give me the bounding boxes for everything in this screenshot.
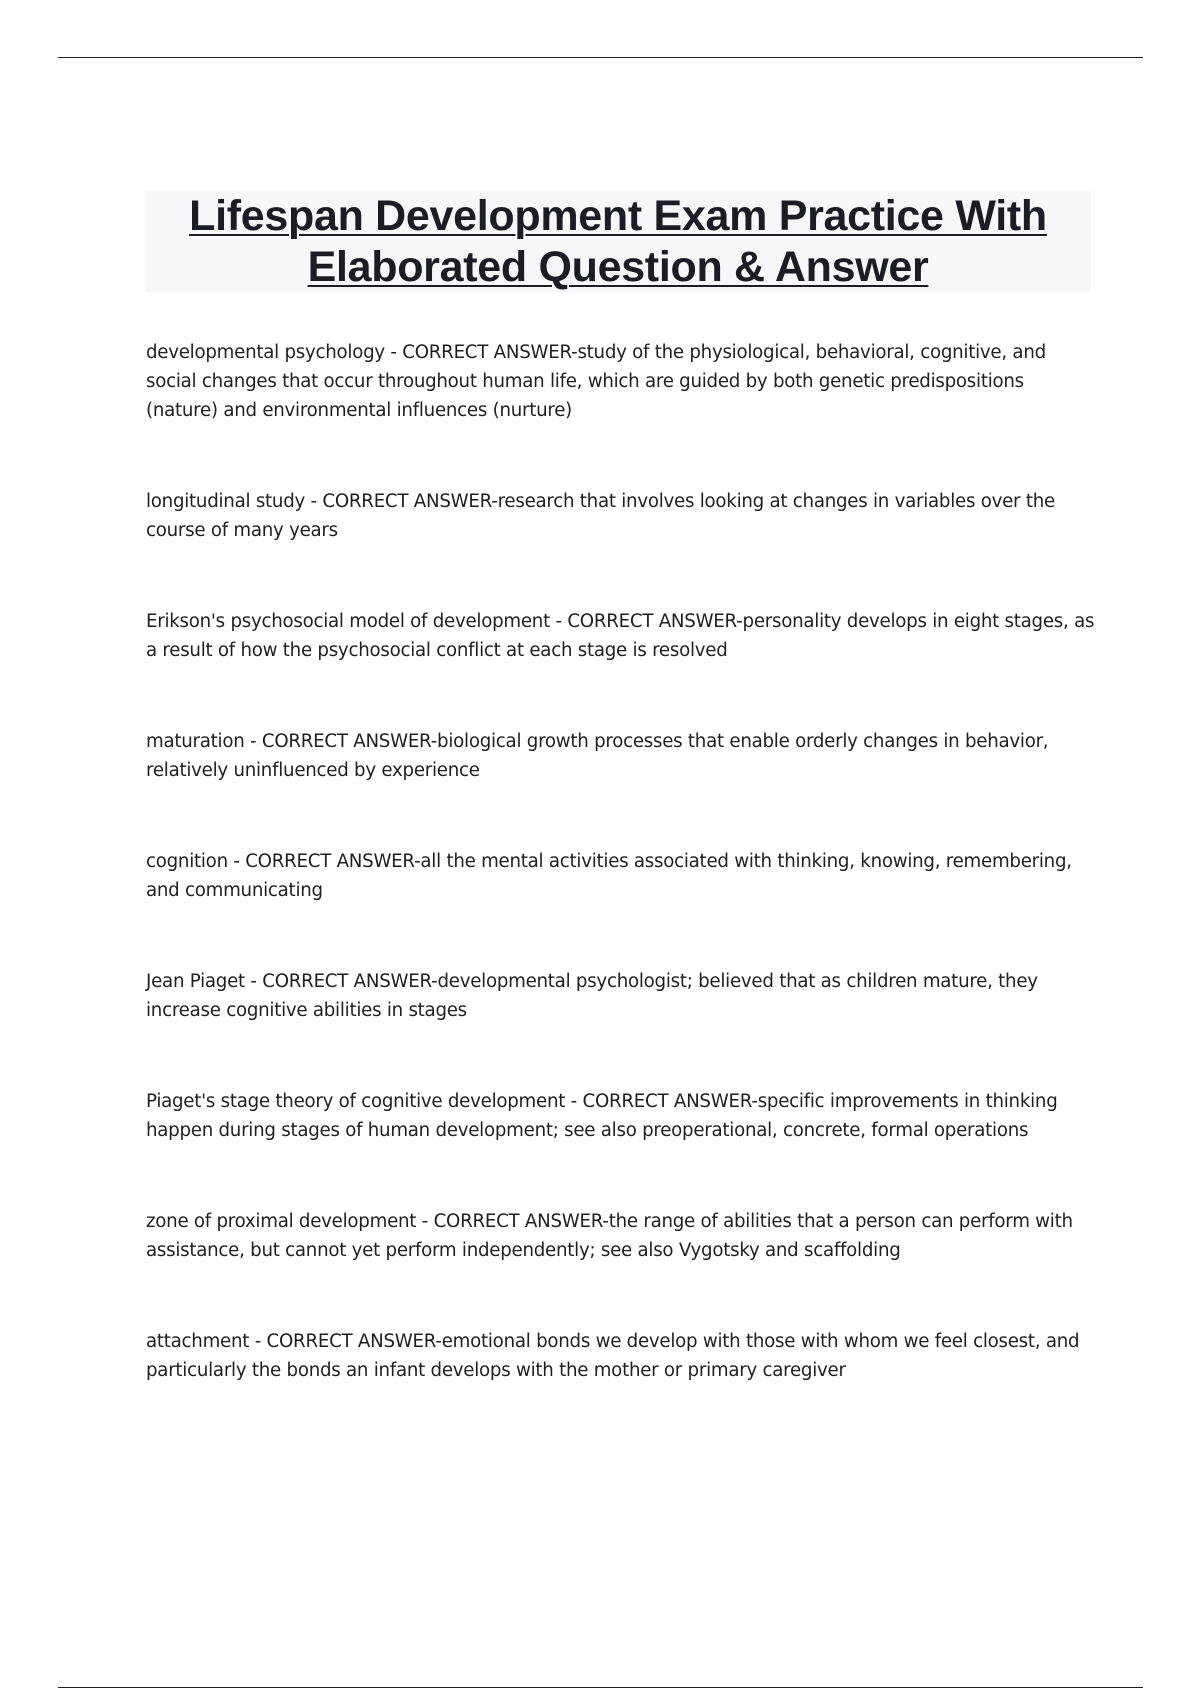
entry-term: attachment [146,1331,250,1352]
entry-term: developmental psychology [146,342,385,363]
entry-definition: study of the physiological, behavioral, cognitive, and social changes that occur throughout human life, which are guided by both genetic predispositions (nature) and environmental influences (nurture) [146,342,1046,421]
entry-term: Piaget's stage theory of cognitive development [146,1091,566,1112]
answer-marker: CORRECT ANSWER [262,971,432,992]
entry-term: cognition [146,851,228,872]
document-title-line-1: Lifespan Development Exam Practice With [189,191,1047,240]
entry-definition: personality develops in eight stages, as a result of how the psychosocial conflict at each stage is resolved [146,611,1095,661]
entry-term: maturation [146,731,245,752]
answer-marker: CORRECT ANSWER [582,1091,752,1112]
entry: longitudinal study - CORRECT ANSWER-research that involves looking at changes in variables over the course of many years [146,491,1055,541]
entry-term: longitudinal study [146,491,306,512]
entry-term: Jean Piaget [146,971,245,992]
answer-marker: CORRECT ANSWER [245,851,415,872]
top-rule [58,57,1143,58]
entry-definition: emotional bonds we develop with those with whom we feel closest, and particularly the bonds an infant develops with the mother or primary caregiver [146,1331,1080,1381]
entry: attachment - CORRECT ANSWER-emotional bonds we develop with those with whom we feel closest, and particularly the bonds an infant develops with the mother or primary caregiver [146,1331,1080,1381]
entry-list [146,338,1096,1385]
entry: Jean Piaget - CORRECT ANSWER-developmental psychologist; believed that as children mature, they increase cognitive abilities in stages [146,971,1038,1021]
entry: Piaget's stage theory of cognitive development - CORRECT ANSWER-specific improvements in thinking happen during stages of human development; see also preoperational, concrete, formal operations [146,1091,1058,1141]
entry-term: Erikson's psychosocial model of development [146,611,550,632]
document-title-line-2: Elaborated Question & Answer [307,242,929,291]
answer-marker: CORRECT ANSWER [433,1211,603,1232]
answer-marker: CORRECT ANSWER [261,731,431,752]
answer-marker: CORRECT ANSWER [322,491,492,512]
entry: zone of proximal development - CORRECT ANSWER-the range of abilities that a person can perform with assistance, but cannot yet perform independently; see also Vygotsky and scaffolding [146,1211,1073,1261]
entry-definition: all the mental activities associated with thinking, knowing, remembering, and communicating [146,851,1072,901]
bottom-rule [58,1687,1143,1688]
entry-definition: specific improvements in thinking happen during stages of human development; see also preoperational, concrete, formal operations [146,1091,1058,1141]
entry-definition: biological growth processes that enable orderly changes in behavior, relatively uninfluenced by experience [146,731,1049,781]
answer-marker: CORRECT ANSWER [266,1331,436,1352]
entry: Erikson's psychosocial model of development - CORRECT ANSWER-personality develops in eight stages, as a result of how the psychosocial conflict at each stage is resolved [146,611,1095,661]
entry: maturation - CORRECT ANSWER-biological growth processes that enable orderly changes in behavior, relatively uninfluenced by experience [146,731,1049,781]
entry: developmental psychology - CORRECT ANSWER-study of the physiological, behavioral, cognitive, and social changes that occur throughout human life, which are guided by both genetic predispositions (nature) and environmental influences (nurture) [146,342,1046,421]
answer-marker: CORRECT ANSWER [402,342,572,363]
entry: cognition - CORRECT ANSWER-all the mental activities associated with thinking, knowing, remembering, and communicating [146,851,1072,901]
entry-definition: the range of abilities that a person can perform with assistance, but cannot yet perform independently; see also Vygotsky and scaffolding [146,1211,1073,1261]
entry-term: zone of proximal development [146,1211,417,1232]
title-box [145,191,1091,292]
answer-marker: CORRECT ANSWER [567,611,737,632]
entry-definition: developmental psychologist; believed that as children mature, they increase cognitive abilities in stages [146,971,1038,1021]
entry-definition: research that involves looking at changes in variables over the course of many years [146,491,1055,541]
